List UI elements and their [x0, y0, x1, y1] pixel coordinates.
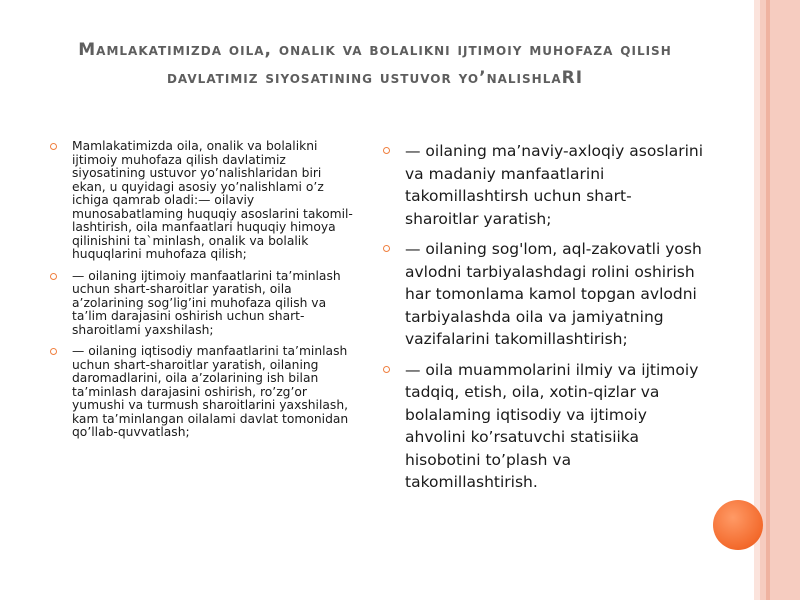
list-item [50, 270, 355, 338]
list-item-text: — oilaning ma’naviy-axloqiy asoslarini va madaniy manfaatlarini takomillashtirsh uchun shart-sharoitlar yaratish; [405, 142, 704, 228]
list-item-text: — oilaning ijtimoiy manfaatlarini ta’minlash uchun shart-sharoitlar yaratish, oila a’zolarining sog’lig’ini muhofaza qilish va ta’lim darajasini oshirish uchun shart- sharoitlami yaxshilash; [72, 268, 341, 337]
list-item-text: — oilaning sog'lom, aql-zakovatli yosh avlodni tarbiyalashdagi rolini oshirish har tomonlama kamol topgan avlodni tarbiyalashda oila va jamiyatning vazifalarini takomillashtirish; [405, 240, 702, 348]
list-item [50, 140, 355, 262]
bullet-ring-icon [50, 348, 57, 355]
list-item-text: — oila muammolarini ilmiy va ijtimoiy tadqiq, etish, oila, xotin-qizlar va bolalaming iqtisodiy va ijtimoiy ahvolini ko’rsatuvchi statisiika hisobotini to’plash va takomillashtirish. [405, 360, 699, 491]
bullet-ring-icon [383, 147, 390, 154]
list-item [383, 140, 703, 230]
list-item-text: Mamlakatimizda oila, onalik va bolalikni ijtimoiy muhofaza qilish davlatimiz siyosatining ustuvor yo’nalishlaridan biri ekan, u quyidagi asosiy yo’nalishlami o’z ichiga qamrab oladi:— oilaviy munosabatlaming huquqiy asoslarini takomil- lashtirish, oila manfaatlari huquqiy himoya qilinishini ta`minlash, onalik va bolalik huquqlarini muhofaza qilish; [72, 139, 353, 261]
slide-title: Mamlakatimizda oila, onalik va bolalikni ijtimoiy muhofaza qilish davlatimiz siyosatining ustuvor yo’nalishlaRI [78, 40, 672, 88]
list-item [383, 359, 703, 494]
right-column [383, 140, 703, 502]
decorative-circle-icon [713, 500, 763, 550]
list-item [383, 238, 703, 351]
bullet-ring-icon [383, 245, 390, 252]
side-band-stripe [766, 0, 770, 600]
list-item-text: — oilaning iqtisodiy manfaatlarini ta’minlash uchun shart-sharoitlar yaratish, oilaning daromadlarini, oila a’zolarining ish bilan ta’minlash darajasini oshirish, ro’zg’or yumushi va turmush sharoitlarini yaxshilash, kam ta’minlangan oilalami davlat tomonidan qo’llab-quvvatlash; [72, 344, 349, 439]
left-column [50, 140, 355, 448]
bullet-ring-icon [383, 366, 390, 373]
bullet-ring-icon [50, 273, 57, 280]
bullet-ring-icon [50, 143, 57, 150]
list-item [50, 345, 355, 440]
